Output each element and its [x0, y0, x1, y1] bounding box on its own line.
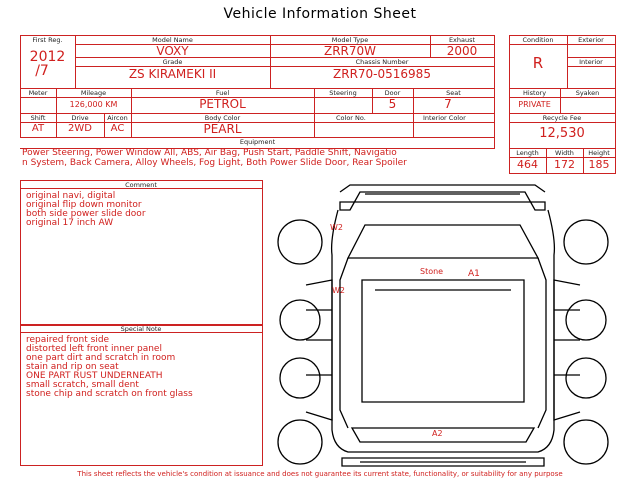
equipment-label: Equipment: [239, 138, 276, 146]
special-note-line: one part dirt and scratch in room: [26, 353, 176, 363]
mark-stone: Stone: [420, 267, 444, 276]
seat-label: Seat: [446, 89, 461, 97]
width-value: 172: [554, 158, 575, 171]
condition-value: R: [532, 54, 544, 72]
grade-label: Grade: [162, 58, 183, 66]
comment-line: original 17 inch AW: [26, 218, 114, 228]
mileage-value: 126,000 KM: [69, 100, 118, 109]
mark-a1: A1: [468, 269, 480, 279]
special-note-line: small scratch, small dent: [26, 380, 139, 390]
first-reg-year: 2012: [29, 49, 66, 65]
body-color-label: Body Color: [204, 114, 241, 122]
meter-label: Meter: [28, 89, 48, 97]
first-reg-label: First Reg.: [32, 36, 63, 44]
special-note-line: repaired front side: [26, 335, 110, 345]
special-note-label: Special Note: [120, 325, 162, 333]
exhaust-value: 2000: [446, 44, 478, 58]
condition-label: Condition: [522, 36, 554, 44]
shift-label: Shift: [30, 114, 46, 122]
length-label: Length: [516, 149, 539, 157]
mark-w2-left: W2: [332, 286, 345, 295]
model-type-label: Model Type: [331, 36, 369, 44]
model-name-label: Model Name: [152, 36, 193, 44]
chassis-value: ZRR70-0516985: [333, 67, 431, 81]
page-title: Vehicle Information Sheet: [223, 6, 417, 22]
shift-value: AT: [31, 123, 45, 134]
special-note-line: ONE PART RUST UNDERNEATH: [26, 371, 163, 381]
first-reg-month: /7: [35, 63, 49, 79]
equipment-line-1: Power Steering, Power Window All, ABS, Air Bag, Push Start, Paddle Shift, Navigatio: [22, 148, 397, 158]
comment-line: both side power slide door: [26, 209, 146, 219]
fuel-label: Fuel: [215, 89, 230, 97]
steering-label: Steering: [329, 89, 357, 97]
car-outline: [306, 185, 580, 452]
door-value: 5: [388, 97, 397, 111]
recycle-value: 12,530: [539, 126, 585, 141]
recycle-label: Recycle Fee: [542, 114, 582, 122]
model-name-value: VOXY: [156, 44, 189, 58]
model-type-value: ZRR70W: [323, 44, 377, 58]
special-note-line: stone chip and scratch on front glass: [26, 389, 193, 399]
body-color-value: PEARL: [203, 122, 242, 136]
drive-value: 2WD: [68, 123, 92, 134]
length-value: 464: [517, 158, 538, 171]
door-label: Door: [384, 89, 401, 97]
grade-value: ZS KIRAMEKI II: [128, 67, 217, 81]
special-note-line: distorted left front inner panel: [26, 344, 162, 354]
width-label: Width: [555, 149, 574, 157]
car-damage-diagram: [270, 180, 620, 468]
drive-label: Drive: [71, 114, 89, 122]
aircon-value: AC: [110, 123, 125, 134]
fuel-value: PETROL: [199, 97, 246, 111]
aircon-label: Aircon: [107, 114, 128, 122]
interior-color-label: Interior Color: [423, 114, 466, 122]
special-note-line: stain and rip on seat: [26, 362, 119, 372]
height-label: Height: [588, 149, 610, 157]
exterior-label: Exterior: [578, 36, 604, 44]
interior-label: Interior: [579, 58, 603, 66]
disclaimer: This sheet reflects the vehicle's condition at issuance and does not guarantee its current state, functionality, or suitability for any purpose: [77, 470, 563, 478]
history-value: PRIVATE: [518, 100, 551, 109]
comment-label: Comment: [125, 181, 157, 189]
comment-line: original flip down monitor: [26, 200, 142, 210]
color-no-label: Color No.: [336, 114, 366, 122]
seat-value: 7: [444, 97, 452, 111]
mileage-label: Mileage: [80, 89, 107, 97]
history-label: History: [522, 89, 547, 97]
bumper: [342, 458, 544, 466]
equipment-line-2: n System, Back Camera, Alloy Wheels, Fog Light, Both Power Slide Door, Rear Spoiler: [22, 158, 407, 168]
mark-a2: A2: [432, 429, 443, 438]
chassis-label: Chassis Number: [355, 58, 409, 66]
syaken-label: Syaken: [575, 89, 600, 97]
height-value: 185: [588, 158, 610, 171]
mark-w2-top: W2: [330, 223, 343, 232]
comment-line: original navi, digital: [26, 191, 116, 201]
exhaust-label: Exhaust: [448, 36, 476, 44]
